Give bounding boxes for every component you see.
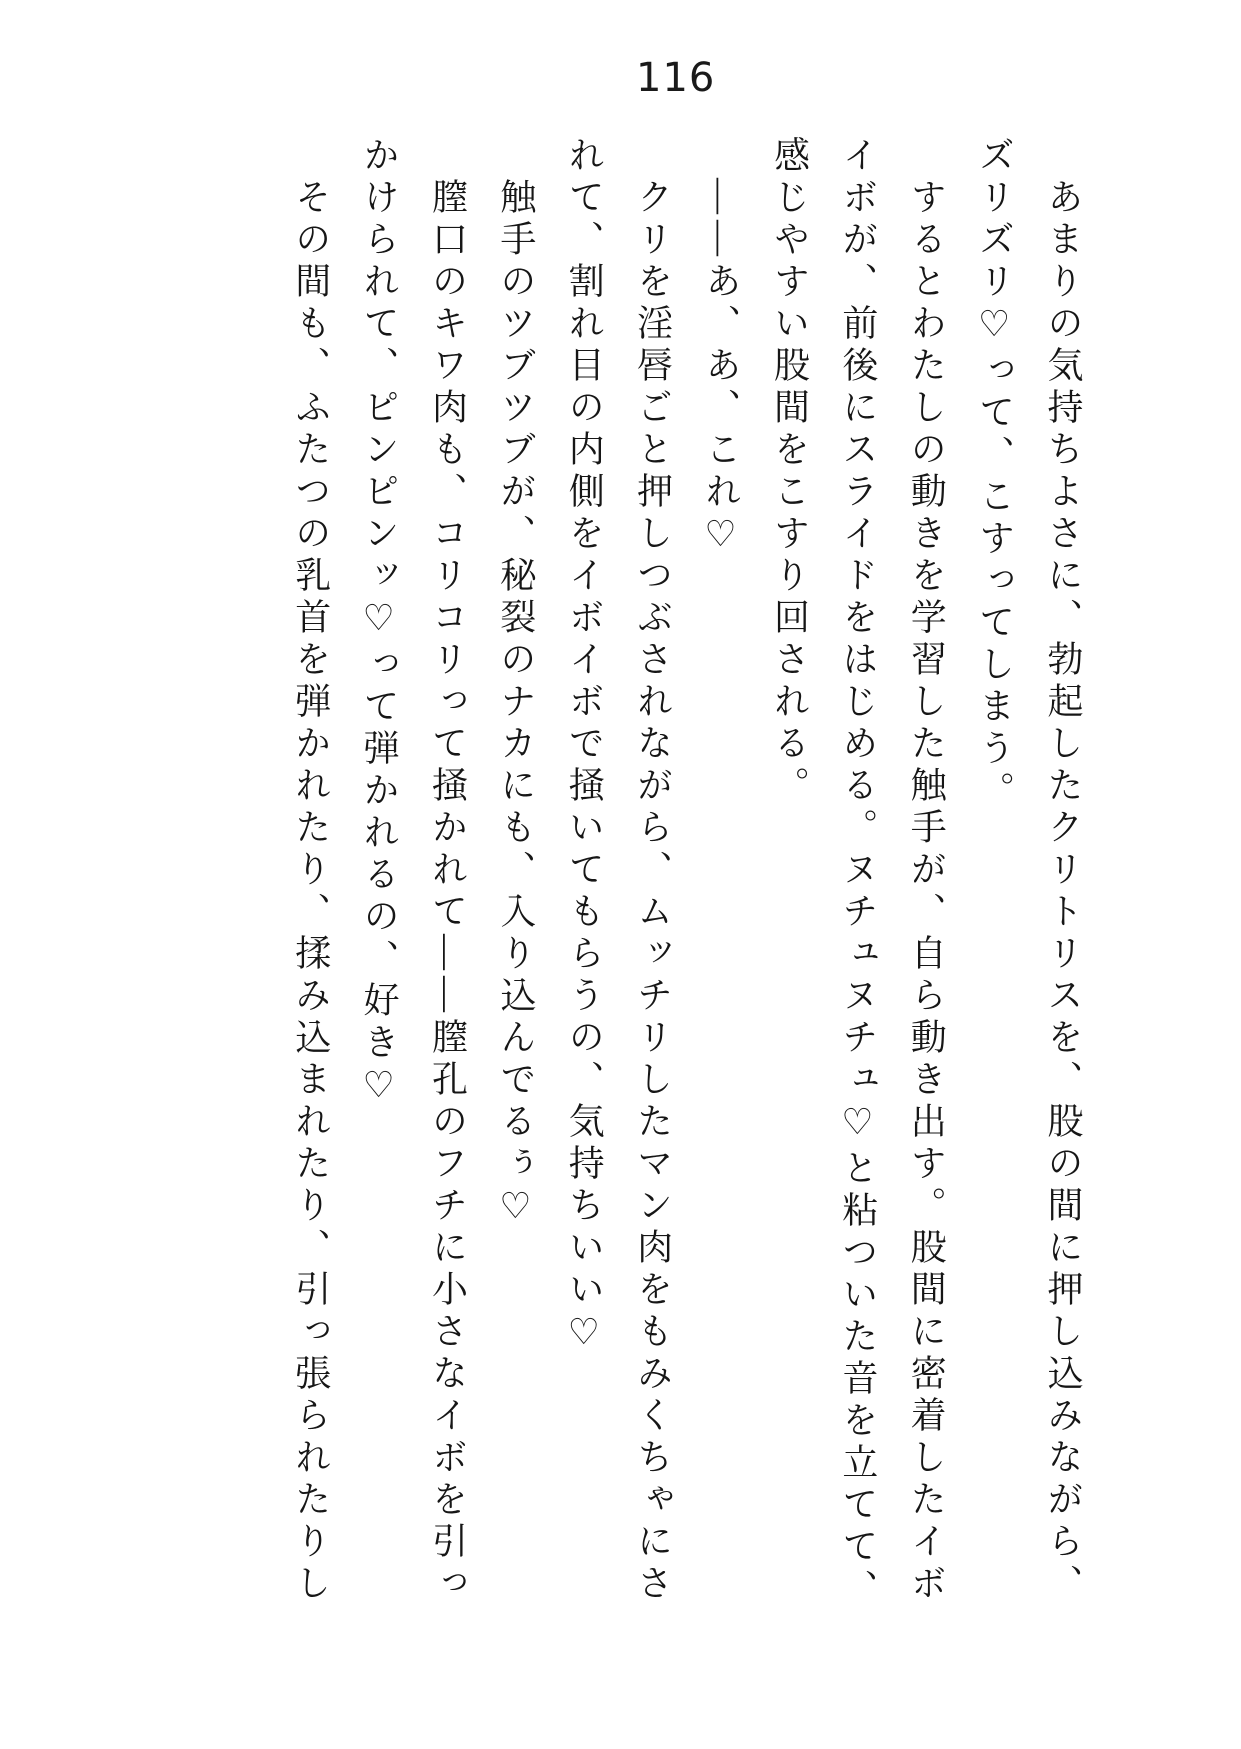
paragraph: するとわたしの動きを学習した触手が、自ら動き出す。股間に密着したイボイボが、前後にスライドをはじめる。ヌチュヌチュ♡と粘ついた音を立てて、感じやすい股間をこすり回される。 bbox=[769, 136, 947, 1611]
page-number: 116 bbox=[636, 55, 716, 101]
paragraph: 触手のツブツブが、秘裂のナカにも、入り込んでるぅ♡ bbox=[495, 178, 536, 1233]
paragraph: あまりの気持ちよさに、勃起したクリトリスを、股の間に押し込みながら、ズリズリ♡って、こすってしまう。 bbox=[974, 136, 1083, 1606]
paragraph: ――あ、あ、これ♡ bbox=[701, 178, 742, 561]
paragraph: クリを淫唇ごと押しつぶされながら、ムッチリしたマン肉をもみくちゃにされて、割れ目の内側をイボイボで掻いてもらうの、気持ちいい♡ bbox=[564, 136, 673, 1606]
paragraph: その間も、ふたつの乳首を弾かれたり、揉み込まれたり、引っ張られたりし bbox=[290, 178, 331, 1606]
paragraph: 膣口のキワ肉も、コリコリって掻かれて――膣孔のフチに小さなイボを引っかけられて、ピンピンッ♡って弾かれるの、好き♡ bbox=[359, 136, 468, 1606]
vertical-text-block bbox=[276, 136, 1097, 1616]
